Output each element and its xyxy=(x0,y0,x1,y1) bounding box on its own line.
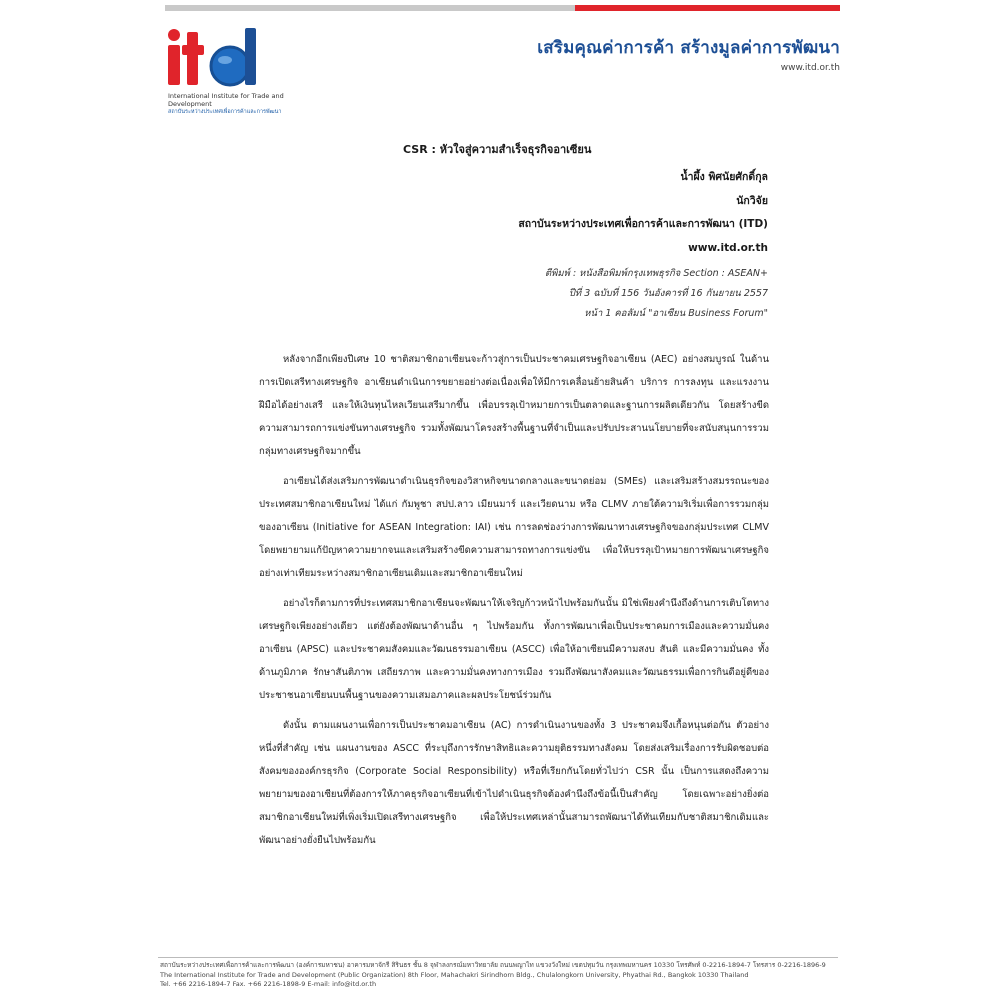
slogan-url: www.itd.or.th xyxy=(780,63,840,73)
logo-subtitle-en: International Institute for Trade and Development xyxy=(168,92,284,108)
footer xyxy=(160,961,840,990)
header-color-bar xyxy=(165,5,840,11)
footer-line-2: The International Institute for Trade and Development (Public Organization) 8th Floor, Mahachakri Sirindhorn Bldg., Chulalongkorn University, Phyathai Rd., Bangkok 10330 Thailand xyxy=(160,970,749,979)
author-block xyxy=(518,166,768,260)
publication-line-1: ตีพิมพ์ : หนังสือพิมพ์กรุงเทพธุรกิจ Section : ASEAN+ xyxy=(544,268,768,279)
header-bar-grey xyxy=(165,5,575,11)
publication-line-3: หน้า 1 คอลัมน์ "อาเซียน Business Forum" xyxy=(584,308,768,319)
author-org: สถาบันระหว่างประเทศเพื่อการค้าและการพัฒนา (ITD) xyxy=(518,218,768,230)
header-bar-red xyxy=(575,5,840,11)
slogan-text: เสริมคุณค่าการค้า สร้างมูลค่าการพัฒนา xyxy=(537,38,840,58)
publication-line-2: ปีที่ 3 ฉบับที่ 156 วันอังคารที่ 16 กันยายน 2557 xyxy=(568,288,768,299)
paragraph: อย่างไรก็ตามการที่ประเทศสมาชิกอาเซียนจะพัฒนาให้เจริญก้าวหน้าไปพร้อมกันนั้น มิใช่เพียงคำนึงถึงด้านการเติบโตทางเศรษฐกิจเพียงอย่างเดียว แต่ยังต้องพัฒนาด้านอื่น ๆ ไปพร้อมกัน ทั้งการพัฒนาเพื่อเป็นประชาคมการเมืองและความมั่นคงอาเซียน (APSC) และประชาคมสังคมและวัฒนธรรมอาเซียน (ASCC) เพื่อให้อาเซียนมีความสงบ สันติ และมีความมั่นคง ทั้งด้านภูมิภาค รักษาสันติภาพ เสถียรภาพ และความมั่นคงทางการเมือง รวมถึงพัฒนาสังคมและวัฒนธรรมเพื่อการกินดีอยู่ดีของประชาชนอาเซียนบนพื้นฐานของความเสมอภาคและผลประโยชน์ร่วมกัน xyxy=(259,598,769,701)
footer-line-1: สถาบันระหว่างประเทศเพื่อการค้าและการพัฒนา (องค์การมหาชน) อาคารมหาจักรี สิรินธร ชั้น 8 จุฬาลงกรณ์มหาวิทยาลัย ถนนพญาไท แขวงวังใหม่ เขตปทุมวัน กรุงเทพมหานคร 10330 โทรศัพท์ 0-2216-1894-7 โทรสาร 0-2216-1896-9 xyxy=(160,961,826,969)
article-body xyxy=(259,348,769,859)
author-name: น้ำผึ้ง พิศนัยศักดิ์กุล xyxy=(680,171,768,183)
footer-divider xyxy=(158,957,838,958)
paragraph: อาเซียนได้ส่งเสริมการพัฒนาดำเนินธุรกิจของวิสาหกิจขนาดกลางและขนาดย่อม (SMEs) และเสริมสร้างสมรรถนะของประเทศสมาชิกอาเซียนใหม่ ได้แก่ กัมพูชา สปป.ลาว เมียนมาร์ และเวียดนาม หรือ CLMV ภายใต้ความริเริ่มเพื่อการรวมกลุ่มของอาเซียน (Initiative for ASEAN Integration: IAI) เช่น การลดช่องว่างการพัฒนาทางเศรษฐกิจของกลุ่มประเทศ CLMV โดยพยายามแก้ปัญหาความยากจนและเสริมสร้างขีดความสามารถทางการแข่งขัน เพื่อให้บรรลุเป้าหมายการพัฒนาเศรษฐกิจอย่างเท่าเทียมระหว่างสมาชิกอาเซียนเดิมและสมาชิกอาเซียนใหม่ xyxy=(259,476,769,579)
paragraph: ดังนั้น ตามแผนงานเพื่อการเป็นประชาคมอาเซียน (AC) การดำเนินงานของทั้ง 3 ประชาคมจึงเกื้อหนุนต่อกัน ตัวอย่างหนึ่งที่สำคัญ เช่น แผนงานของ ASCC ที่ระบุถึงการรักษาสิทธิและความยุติธรรมทางสังคม โดยส่งเสริมเรื่องการรับผิดชอบต่อสังคมขององค์กรธุรกิจ (Corporate Social Responsibility) หรือที่เรียกกันโดยทั่วไปว่า CSR นั้น เป็นการแสดงถึงความพยายามของอาเซียนที่ต้องการให้ภาคธุรกิจอาเซียนที่เข้าไปดำเนินธุรกิจต้องคำนึงถึงข้อนี้เป็นสำคัญ โดยเฉพาะอย่างยิ่งต่อสมาชิกอาเซียนใหม่ที่เพิ่งเริ่มเปิดเสรีทางเศรษฐกิจ เพื่อให้ประเทศเหล่านั้นสามารถพัฒนาได้ทันเทียมกับชาติสมาชิกเดิมและพัฒนาอย่างยั่งยืนไปพร้อมกัน xyxy=(259,720,769,846)
publication-info xyxy=(545,264,768,324)
document-title: CSR : หัวใจสู่ความสำเร็จธุรกิจอาเซียน xyxy=(403,143,592,156)
logo-subtitle xyxy=(168,92,288,116)
author-role: นักวิจัย xyxy=(736,194,768,207)
paragraph: หลังจากอีกเพียงปีเศษ 10 ชาติสมาชิกอาเซียนจะก้าวสู่การเป็นประชาคมเศรษฐกิจอาเซียน (AEC) อย่างสมบูรณ์ ในด้านการเปิดเสรีทางเศรษฐกิจ อาเซียนดำเนินการขยายอย่างต่อเนื่องเพื่อให้มีการเคลื่อนย้ายสินค้า บริการ การลงทุน และแรงงานฝีมือได้อย่างเสรี และให้เงินทุนไหลเวียนเสรีมากขึ้น เพื่อบรรลุเป้าหมายการเป็นตลาดและฐานการผลิตเดียวกัน โดยสร้างขีดความสามารถการแข่งขันทางเศรษฐกิจ รวมทั้งพัฒนาโครงสร้างพื้นฐานที่จำเป็นและปรับประสานนโยบายที่จะสนับสนุนการรวมกลุ่มทางเศรษฐกิจมากขึ้น xyxy=(259,354,769,457)
footer-line-3: Tel. +66 2216-1894-7 Fax. +66 2216-1898-9 E-mail: info@itd.or.th xyxy=(160,980,377,988)
author-url: www.itd.or.th xyxy=(688,241,768,254)
header-slogan xyxy=(537,34,840,73)
logo-subtitle-th: สถาบันระหว่างประเทศเพื่อการค้าและการพัฒนา xyxy=(168,109,282,115)
itd-logo-mark xyxy=(165,26,285,92)
